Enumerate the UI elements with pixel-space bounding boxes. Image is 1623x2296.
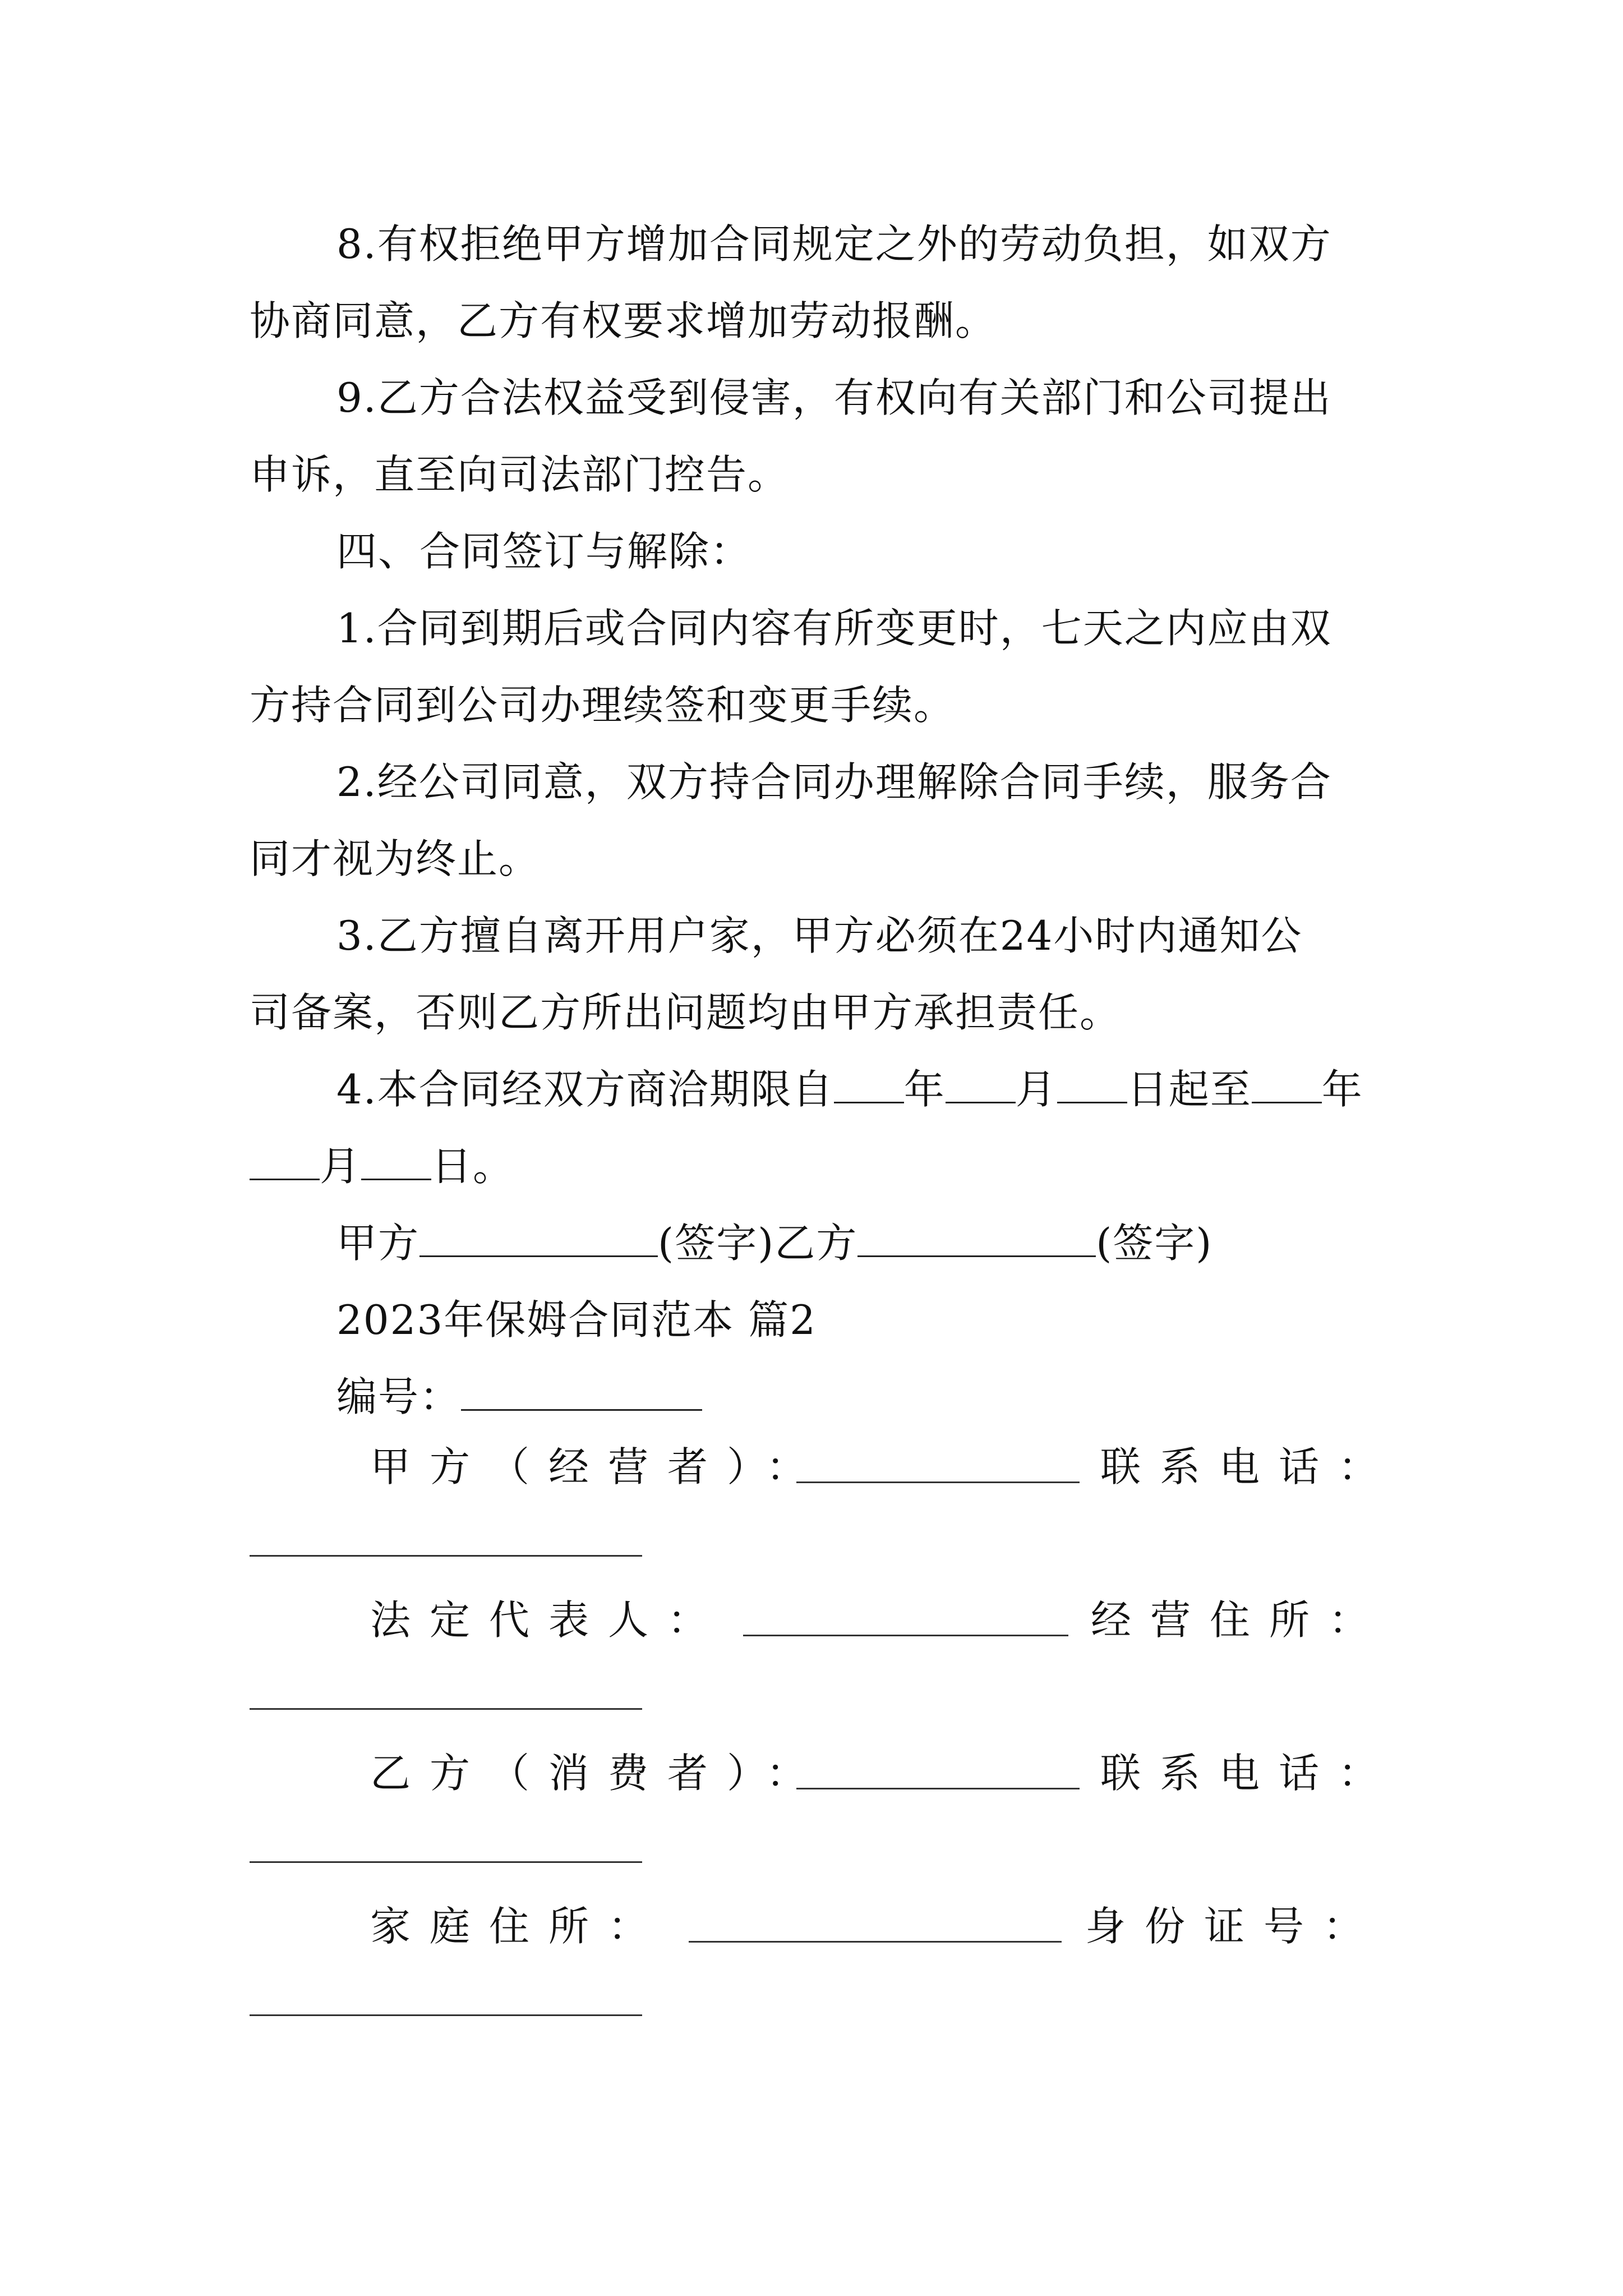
term-year-label: 年 <box>903 1066 946 1113</box>
year-blank[interactable] <box>834 1061 904 1103</box>
consumer-blank[interactable] <box>796 1788 1080 1789</box>
business-address-blank[interactable] <box>250 1708 642 1710</box>
term-month-label: 月 <box>320 1143 362 1190</box>
signature-line <box>336 1215 1212 1271</box>
field-consumer <box>0 1745 1623 1801</box>
paragraph-line: 3.乙方擅自离开用户家，甲方必须在24小时内通知公 <box>336 912 1303 959</box>
term-text: 4.本合同经双方商洽期限自 <box>336 1066 834 1113</box>
paragraph-line: 1.合同到期后或合同内容有所变更时，七天之内应由双 <box>336 605 1332 652</box>
day-blank[interactable] <box>1057 1061 1127 1103</box>
phone-blank[interactable] <box>250 1861 642 1863</box>
paragraph-line: 8.有权拒绝甲方增加合同规定之外的劳动负担，如双方 <box>336 220 1332 268</box>
home-address-blank[interactable] <box>689 1941 1062 1943</box>
paragraph-line: 申诉，直至向司法部门控告。 <box>250 451 790 498</box>
term-month-label: 月 <box>1015 1066 1057 1113</box>
section-heading: 四、合同签订与解除： <box>336 528 752 575</box>
legal-rep-blank[interactable] <box>743 1635 1068 1636</box>
home-address-label: 家庭住所： <box>370 1903 668 1950</box>
legal-rep-label: 法定代表人： <box>370 1596 727 1644</box>
contract-number-line <box>336 1369 702 1425</box>
day-blank[interactable] <box>361 1138 431 1180</box>
party-a-sign-label: (签字)乙方 <box>658 1220 858 1267</box>
party-b-signature-blank[interactable] <box>857 1215 1096 1257</box>
month-blank[interactable] <box>946 1061 1016 1103</box>
paragraph-line: 同才视为终止。 <box>250 835 541 882</box>
id-number-label: 身份证号： <box>1085 1903 1383 1950</box>
field-operator <box>0 1439 1623 1495</box>
contract-term-line <box>336 1061 1363 1117</box>
party-a-signature-blank[interactable] <box>419 1215 658 1257</box>
party-a-label: 甲方 <box>336 1220 420 1267</box>
phone-blank[interactable] <box>250 1555 642 1557</box>
number-label: 编号： <box>336 1373 462 1420</box>
paragraph-line: 方持合同到公司办理续签和变更手续。 <box>250 682 956 729</box>
phone-label: 联系电话： <box>1100 1443 1398 1490</box>
field-home-address <box>0 1898 1623 1954</box>
term-day-label: 日起至 <box>1127 1066 1252 1113</box>
paragraph-line: 司备案，否则乙方所出问题均由甲方承担责任。 <box>250 989 1122 1036</box>
contract-title: 2023年保姆合同范本 篇2 <box>336 1296 817 1343</box>
phone-label: 联系电话： <box>1100 1750 1398 1797</box>
paragraph-line: 协商同意，乙方有权要求增加劳动报酬。 <box>250 297 997 344</box>
party-b-sign-label: (签字) <box>1096 1220 1213 1267</box>
term-year-label: 年 <box>1321 1066 1363 1113</box>
contract-number-blank[interactable] <box>461 1369 702 1411</box>
year-blank[interactable] <box>1252 1061 1322 1103</box>
business-address-label: 经营住所： <box>1091 1596 1389 1644</box>
consumer-label: 乙方（消费者）： <box>370 1750 826 1797</box>
month-blank[interactable] <box>250 1138 320 1180</box>
paragraph-line: 9.乙方合法权益受到侵害，有权向有关部门和公司提出 <box>336 374 1332 421</box>
term-day-label: 日。 <box>431 1143 515 1190</box>
id-number-blank[interactable] <box>250 2014 642 2016</box>
operator-label: 甲方（经营者）： <box>370 1443 826 1490</box>
field-legal-rep <box>0 1592 1623 1648</box>
contract-term-line-cont <box>250 1138 514 1194</box>
paragraph-line: 2.经公司同意，双方持合同办理解除合同手续，服务合 <box>336 758 1332 806</box>
operator-blank[interactable] <box>796 1481 1080 1483</box>
